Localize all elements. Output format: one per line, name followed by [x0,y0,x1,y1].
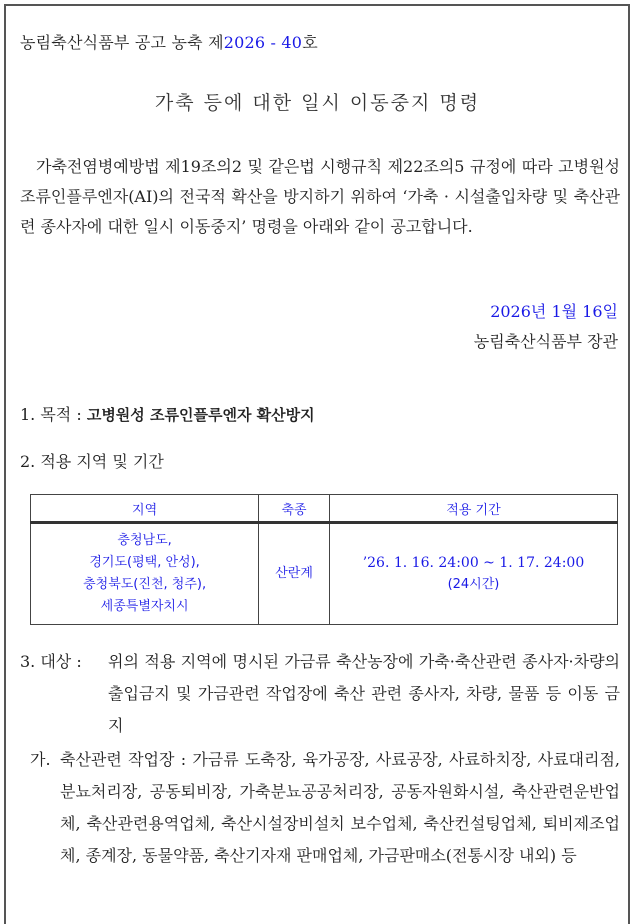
section-target-sub [30,744,620,872]
cell-period [329,523,617,625]
header-species: 축종 [259,495,330,523]
header-region: 지역 [31,495,259,523]
region-line: 경기도(평택, 안성), [89,555,200,570]
notice-number-value: 2026 - 40 [223,33,303,52]
period-range: ’26. 1. 16. 24:00 ~ 1. 17. 24:00 [362,555,585,571]
notice-prefix: 농림축산식품부 공고 농축 제 [20,33,224,52]
issuer: 농림축산식품부 장관 [473,332,618,351]
notice-number [20,30,318,53]
section-scope: 2. 적용 지역 및 기간 [20,452,164,471]
page-title: 가축 등에 대한 일시 이동중지 명령 [154,92,481,114]
intro-text: 가축전염병예방법 제19조의2 및 같은법 시행규칙 제22조의5 규정에 따라 고병원성 조류인플루엔자(AI)의 전국적 확산을 방지하기 위하여 ‘가축 · 시설출입차량 및 축산관련 종사자에 대한 일시 이동중지’ 명령을 아래와 같이 공고합니다. [20,157,620,236]
region-period-table [30,494,618,625]
intro-paragraph [20,152,620,242]
target-label: 3. 대상 : [20,652,82,671]
header-period: 적용 기간 [329,495,617,523]
target-sub-text: 축산관련 작업장 : 가금류 도축장, 육가공장, 사료공장, 사료하치장, 사료대리점, 분뇨처리장, 공동퇴비장, 가축분뇨공공처리장, 공동자원화시설, 축산관련운반업체, 축산관련용역업체, 축산시설장비설치 보수업체, 축산컨설팅업체, 퇴비제조업체, 종계장, 동물약품, 축산기자재 판매업체, 가금판매소(전통시장 내외) 등 [60,750,620,865]
purpose-value: 고병원성 조류인플루엔자 확산방지 [86,406,315,424]
section-purpose [20,402,315,425]
issue-date: 2026년 1월 16일 [490,302,618,321]
table-header-row [31,495,618,523]
target-sub-label: 가. [30,750,51,769]
table-row [31,523,618,625]
region-line: 충청북도(진천, 청주), [83,577,207,592]
target-text: 위의 적용 지역에 명시된 가금류 축산농장에 가축·축산관련 종사자·차량의 출입금지 및 가금관련 작업장에 축산 관련 종사자, 차량, 물품 등 이동 금지 [108,652,620,735]
cell-regions [31,523,259,625]
region-line: 충청남도, [117,533,172,548]
region-line: 세종특별자치시 [100,599,189,614]
notice-suffix: 호 [302,33,318,52]
period-duration: (24시간) [447,577,500,592]
section-target [20,646,620,742]
purpose-label: 1. 목적 : [20,405,87,424]
cell-species: 산란계 [259,523,330,625]
